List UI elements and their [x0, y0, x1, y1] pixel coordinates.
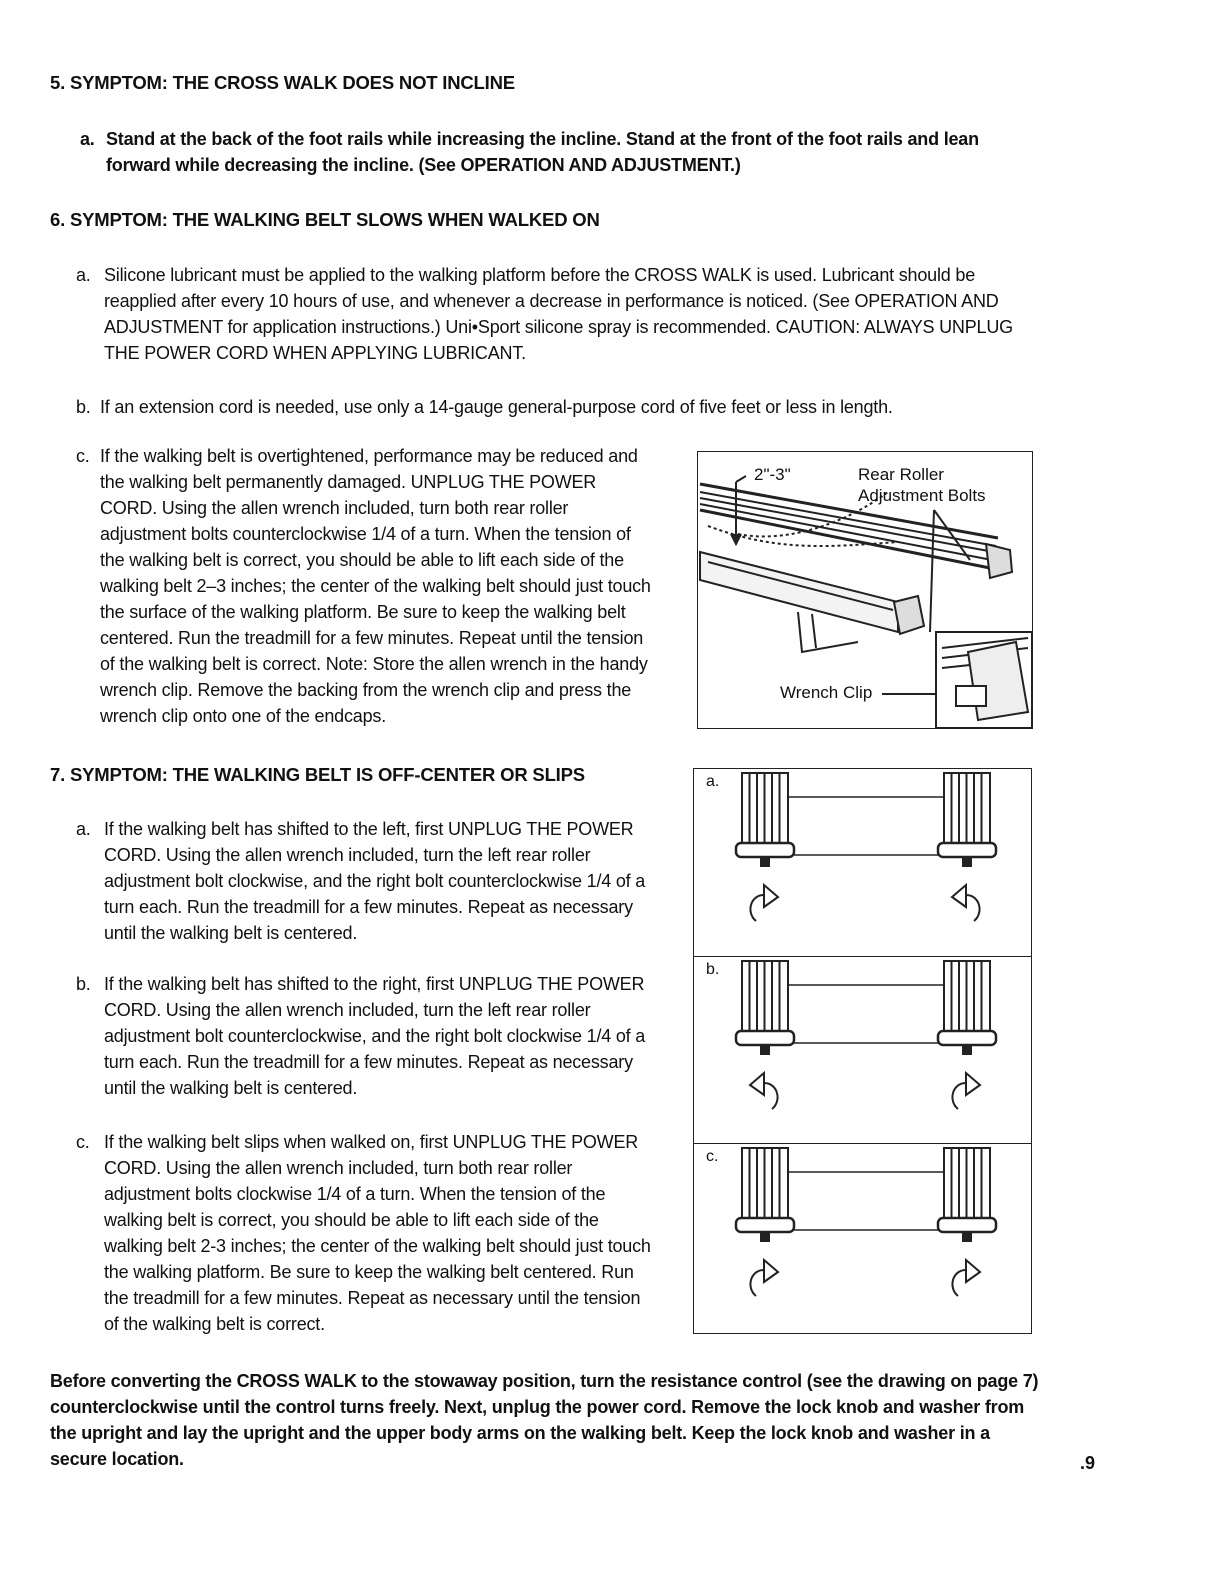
- counterclockwise-arrow-icon: [952, 885, 980, 921]
- item-text: Stand at the back of the foot rails while increasing the incline. Stand at the front of the foot rails and lean forward while decreasing the incline. (See OPERATION AND ADJUSTMENT.): [106, 129, 979, 175]
- roller-end-icon: [938, 773, 996, 867]
- clockwise-arrow-icon: [952, 1260, 980, 1296]
- section-6-item-c: [76, 443, 656, 729]
- clockwise-arrow-icon: [750, 885, 778, 921]
- item-text: If the walking belt has shifted to the right, first UNPLUG THE POWER CORD. Using the allen wrench included, turn the left rear roller adjustment bolt counterclockwise, and the right bolt clockwise 1/4 of a turn each. Run the treadmill for a few minutes. Repeat as necessary until the walking belt is centered.: [104, 974, 646, 1098]
- page-number: .9: [1080, 1453, 1096, 1473]
- adjustment-panel: [694, 1143, 1031, 1331]
- stowaway-paragraph: Before converting the CROSS WALK to the stowaway position, turn the resistance control (see the drawing on page 7) counterclockwise until the control turns freely. Next, unplug the power cord. Remove the lock knob and washer from the upright and lay the upright and the upper body arms on the walking belt. Keep the lock knob and washer in a secure location.: [50, 1371, 1039, 1469]
- adjustment-diagram: [694, 1144, 1031, 1331]
- section-6-heading: 6. SYMPTOM: THE WALKING BELT SLOWS WHEN WALKED ON: [50, 209, 600, 230]
- roller-end-icon: [736, 1148, 794, 1242]
- item-label: b.: [76, 397, 91, 417]
- section-7-item-b: [76, 971, 646, 1101]
- section-7-item-a: [76, 816, 646, 946]
- item-label: c.: [76, 1132, 90, 1152]
- item-text: If the walking belt has shifted to the left, first UNPLUG THE POWER CORD. Using the allen wrench included, turn the left rear roller adjustment bolt clockwise, and the right bolt counterclockwise 1/4 of a turn each. Run the treadmill for a few minutes. Repeat as necessary until the walking belt is centered.: [104, 819, 646, 943]
- counterclockwise-arrow-icon: [750, 1073, 778, 1109]
- item-label: b.: [76, 974, 91, 994]
- roller-end-icon: [938, 1148, 996, 1242]
- panel-letter: a.: [706, 773, 720, 790]
- walking-belt: [784, 1172, 944, 1230]
- rear-roller-label: Rear Roller: [858, 465, 944, 484]
- section-7-heading: 7. SYMPTOM: THE WALKING BELT IS OFF-CENTER OR SLIPS: [50, 764, 585, 785]
- measure-label: 2"-3": [754, 465, 791, 484]
- item-label: c.: [76, 446, 90, 466]
- roller-end-icon: [938, 961, 996, 1055]
- roller-end-icon: [736, 773, 794, 867]
- adjustment-bolts-label: Adjustment Bolts: [858, 486, 986, 505]
- item-label: a.: [80, 129, 95, 149]
- adjustment-diagram: [694, 769, 1031, 956]
- item-label: a.: [76, 265, 91, 285]
- section-7-item-c: [76, 1129, 656, 1337]
- item-text: If the walking belt slips when walked on, first UNPLUG THE POWER CORD. Using the allen wrench included, turn both rear roller adjustment bolts clockwise 1/4 of a turn. When the tension of the walking belt is correct, you should be able to lift each side of the walking belt 2-3 inches; the center of the walking belt should just touch the walking platform. Be sure to keep the walking belt centered. Run the treadmill for a few minutes. Repeat as necessary until the tension of the walking belt is correct.: [104, 1132, 651, 1334]
- belt-adjustment-figure: [693, 768, 1032, 1334]
- adjustment-diagram: [694, 957, 1031, 1144]
- item-label: a.: [76, 819, 91, 839]
- item-text: If an extension cord is needed, use only a 14-gauge general-purpose cord of five feet or less in length.: [100, 397, 893, 417]
- section-5-item-a: [80, 126, 1010, 178]
- adjustment-panel: [694, 956, 1031, 1144]
- item-text: If the walking belt is overtightened, performance may be reduced and the walking belt permanently damaged. UNPLUG THE POWER CORD. Using the allen wrench included, turn both rear roller adjustment bolts counterclockwise 1/4 of a turn. When the tension of the walking belt is correct, you should be able to lift each side of the walking belt 2–3 inches; the center of the walking belt should just touch the surface of the walking platform. Be sure to keep the walking belt centered. Run the treadmill for a few minutes. Repeat until the tension of the walking belt is correct. Note: Store the allen wrench in the handy wrench clip. Remove the backing from the wrench clip and press the wrench clip onto one of the endcaps.: [100, 446, 651, 726]
- clockwise-arrow-icon: [952, 1073, 980, 1109]
- section-5-heading: 5. SYMPTOM: THE CROSS WALK DOES NOT INCLINE: [50, 72, 515, 93]
- panel-letter: c.: [706, 1148, 719, 1165]
- walking-belt: [784, 985, 944, 1043]
- belt-tension-figure: [697, 451, 1033, 729]
- roller-end-icon: [736, 961, 794, 1055]
- wrench-clip-label: Wrench Clip: [780, 683, 873, 702]
- clockwise-arrow-icon: [750, 1260, 778, 1296]
- section-6-item-b: [76, 394, 1036, 420]
- adjustment-panel: [694, 769, 1031, 956]
- walking-belt: [784, 797, 944, 855]
- section-6-item-a: [76, 262, 1036, 366]
- panel-letter: b.: [706, 961, 720, 978]
- item-text: Silicone lubricant must be applied to the walking platform before the CROSS WALK is used. Lubricant should be reapplied after every 10 hours of use, and whenever a decrease in performance is noticed. (See OPERATION AND ADJUSTMENT for application instructions.) Uni•Sport silicone spray is recommended. CAUTION: ALWAYS UNPLUG THE POWER CORD WHEN APPLYING LUBRICANT.: [104, 265, 1013, 363]
